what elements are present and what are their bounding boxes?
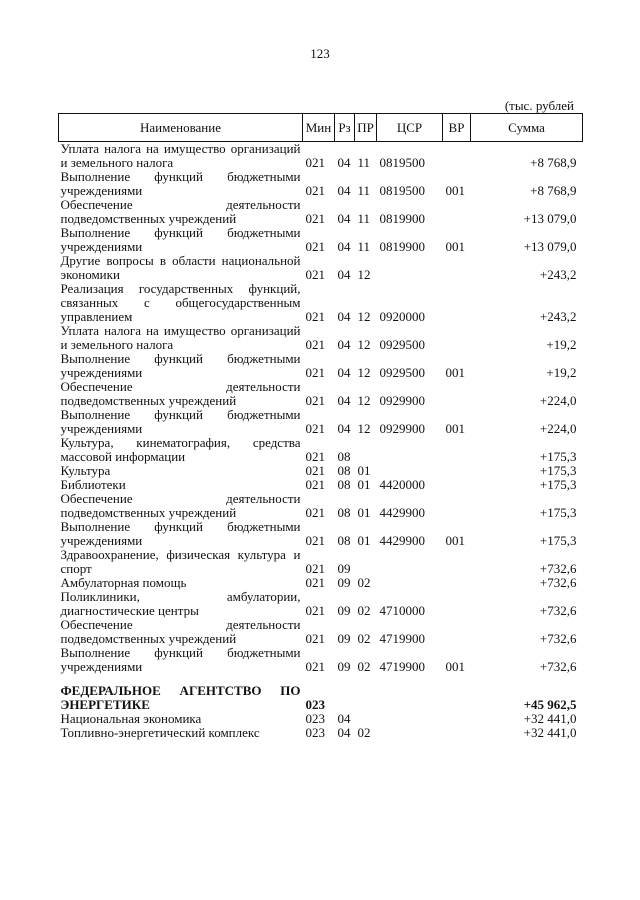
row-vr [443,198,471,226]
row-min: 021 [305,603,325,618]
row-sum: +243,2 [539,309,577,324]
row-name [59,226,303,254]
row-sum: +175,3 [539,449,577,464]
row-vr [443,548,471,576]
row-name-text: Обеспечение деятельности подведомственных учреждений [60,617,301,646]
row-csr [377,726,443,740]
table-row [59,576,583,590]
table-row [59,142,583,171]
table-row [59,548,583,576]
row-vr [443,576,471,590]
row-rz: 09 [337,561,351,576]
row-name [59,684,303,712]
row-name [59,408,303,436]
row-rz: 08 [337,533,351,548]
row-min: 021 [305,449,325,464]
row-csr: 0929900 [379,393,425,408]
row-pr: 11 [357,183,371,198]
page-number: 123 [310,46,330,61]
row-name-text: Культура, кинематография, средства массовой информации [60,435,301,464]
row-sum: +13 079,0 [523,239,577,254]
row-rz: 04 [337,725,351,740]
row-csr: 0819900 [379,211,425,226]
row-rz: 04 [337,183,351,198]
row-min: 021 [305,533,325,548]
row-vr: 001 [445,239,465,254]
row-pr: 12 [357,309,371,324]
table-row [59,436,583,464]
row-min: 021 [305,211,325,226]
row-name-text: Обеспечение деятельности подведомственных учреждений [60,491,301,520]
header-csr: ЦСР [377,114,443,142]
header-pr: ПР [355,114,377,142]
row-sum: +175,3 [539,463,577,478]
row-name [59,324,303,352]
row-pr [355,684,377,712]
table-body [59,142,583,741]
row-rz: 08 [337,477,351,492]
row-csr: 0819900 [379,239,425,254]
row-pr [355,548,377,576]
table-row [59,646,583,674]
row-csr: 4710000 [379,603,425,618]
row-rz: 04 [337,393,351,408]
row-rz [335,684,355,712]
row-name-text: Выполнение функций бюджетными учреждениями [60,169,301,198]
row-csr: 4429900 [379,505,425,520]
row-name [59,198,303,226]
row-rz: 04 [337,365,351,380]
row-name-text: Обеспечение деятельности подведомственных учреждений [60,379,301,408]
row-vr [443,492,471,520]
header-name: Наименование [59,114,303,142]
table-row [59,198,583,226]
row-min: 023 [305,711,325,726]
row-pr: 11 [357,239,371,254]
row-min: 021 [305,393,325,408]
row-rz: 04 [337,309,351,324]
row-sum: +32 441,0 [523,725,577,740]
row-pr: 11 [357,155,371,170]
row-name-text: Выполнение функций бюджетными учреждениями [60,351,301,380]
row-csr: 0819500 [379,183,425,198]
row-sum: +19,2 [546,365,577,380]
row-min: 023 [305,725,325,740]
row-csr: 4429900 [379,533,425,548]
row-pr: 12 [357,393,371,408]
row-sum: +224,0 [539,421,577,436]
row-name [59,436,303,464]
row-name [59,352,303,380]
row-csr: 0920000 [379,309,425,324]
row-name-text: Национальная экономика [60,711,202,726]
row-min: 021 [305,309,325,324]
row-rz: 09 [337,603,351,618]
row-csr: 4420000 [379,477,425,492]
row-pr: 02 [357,659,371,674]
row-sum: +175,3 [539,533,577,548]
row-rz: 09 [337,575,351,590]
row-name-text: Выполнение функций бюджетными учреждениями [60,645,301,674]
units-note: (тыс. рублей [504,98,574,113]
row-vr [443,684,471,712]
row-pr: 12 [357,365,371,380]
row-rz: 04 [337,267,351,282]
row-csr [377,576,443,590]
row-min: 021 [305,183,325,198]
row-name [59,380,303,408]
row-min: 021 [305,155,325,170]
row-pr: 02 [357,575,371,590]
row-vr: 001 [445,183,465,198]
row-vr [443,324,471,352]
row-csr: 0819500 [379,155,425,170]
table-row [59,618,583,646]
row-sum: +732,6 [539,561,577,576]
table-row [59,352,583,380]
row-pr: 12 [357,337,371,352]
row-csr: 0929900 [379,421,425,436]
table-row [59,712,583,726]
row-pr [355,712,377,726]
row-name [59,590,303,618]
row-vr: 001 [445,533,465,548]
row-vr: 001 [445,659,465,674]
row-sum: +732,6 [539,631,577,646]
row-name [59,726,303,740]
row-csr [377,254,443,282]
row-vr [443,712,471,726]
row-sum: +13 079,0 [523,211,577,226]
header-sum: Сумма [471,114,583,142]
table-row [59,590,583,618]
row-csr [377,684,443,712]
row-vr [443,142,471,171]
row-name [59,492,303,520]
row-rz: 04 [337,421,351,436]
row-min: 021 [305,575,325,590]
row-min: 021 [305,477,325,492]
row-sum: +19,2 [546,337,577,352]
row-csr [377,464,443,478]
row-name-text: Здравоохранение, физическая культура и спорт [60,547,301,576]
table-row [59,726,583,740]
table-row [59,282,583,324]
row-csr [377,548,443,576]
table-row [59,464,583,478]
row-pr: 02 [357,725,371,740]
row-sum: +732,6 [539,575,577,590]
row-pr: 12 [357,267,371,282]
row-vr [443,726,471,740]
row-vr [443,380,471,408]
row-rz: 04 [337,711,351,726]
table-row [59,380,583,408]
row-sum: +8 768,9 [530,183,577,198]
row-name [59,142,303,171]
row-rz: 08 [337,463,351,478]
row-name-text: Обеспечение деятельности подведомственных учреждений [60,197,301,226]
row-pr: 01 [357,477,371,492]
row-sum: +243,2 [539,267,577,282]
table-row [59,324,583,352]
row-name-text: Другие вопросы в области национальной экономики [60,253,301,282]
row-min: 021 [305,505,325,520]
row-pr [355,436,377,464]
row-rz: 04 [337,211,351,226]
row-csr [377,436,443,464]
table-row [59,408,583,436]
row-name-text: Библиотеки [60,477,126,492]
row-name [59,576,303,590]
row-pr: 01 [357,463,371,478]
table-row [59,226,583,254]
row-sum: +45 962,5 [523,697,577,712]
row-vr [443,282,471,324]
table-row [59,170,583,198]
row-name [59,646,303,674]
row-name [59,712,303,726]
row-pr: 02 [357,631,371,646]
row-min: 021 [305,463,325,478]
row-name-text: Топливно-энергетический комплекс [60,725,260,740]
table-header [59,114,583,142]
row-min: 021 [305,631,325,646]
row-name [59,254,303,282]
table-row [59,254,583,282]
row-name [59,464,303,478]
row-sum: +732,6 [539,659,577,674]
row-name-text: Культура [60,463,111,478]
row-vr [443,478,471,492]
row-vr [443,464,471,478]
table-row [59,520,583,548]
row-min: 021 [305,239,325,254]
row-pr: 01 [357,505,371,520]
row-sum: +175,3 [539,505,577,520]
row-name-text: Поликлиники, амбулатории, диагностические центры [60,589,301,618]
row-min: 021 [305,659,325,674]
row-sum: +732,6 [539,603,577,618]
row-name-text: Выполнение функций бюджетными учреждениями [60,407,301,436]
row-sum: +224,0 [539,393,577,408]
row-min: 021 [305,365,325,380]
row-vr [443,590,471,618]
budget-table [58,113,583,740]
row-sum: +8 768,9 [530,155,577,170]
row-name-text: Уплата налога на имущество организаций и земельного налога [60,323,301,352]
row-csr: 0929500 [379,337,425,352]
row-name-text: Уплата налога на имущество организаций и земельного налога [60,141,301,170]
row-min: 021 [305,421,325,436]
header-min: Мин [303,114,335,142]
row-min: 021 [305,337,325,352]
row-vr: 001 [445,365,465,380]
row-rz: 09 [337,631,351,646]
row-name [59,520,303,548]
row-name [59,548,303,576]
row-rz: 04 [337,155,351,170]
row-rz: 04 [337,337,351,352]
row-name [59,170,303,198]
table-row [59,478,583,492]
row-name-text: Амбулаторная помощь [60,575,187,590]
row-csr: 0929500 [379,365,425,380]
row-name [59,478,303,492]
row-vr: 001 [445,421,465,436]
row-rz: 08 [337,449,351,464]
row-rz: 09 [337,659,351,674]
row-min: 021 [305,267,325,282]
header-rz: Рз [335,114,355,142]
header-vr: ВР [443,114,471,142]
row-csr: 4719900 [379,659,425,674]
row-name [59,282,303,324]
row-sum: +175,3 [539,477,577,492]
row-name-text: Реализация государственных функций, связанных с общегосударственным управлением [60,281,301,324]
row-name-text: Выполнение функций бюджетными учреждениями [60,225,301,254]
row-vr [443,618,471,646]
row-rz: 08 [337,505,351,520]
row-name-text: ФЕДЕРАЛЬНОЕ АГЕНТСТВО ПО ЭНЕРГЕТИКЕ [60,683,301,712]
row-name-text: Выполнение функций бюджетными учреждениями [60,519,301,548]
row-rz: 04 [337,239,351,254]
table-row [59,684,583,712]
row-sum: +32 441,0 [523,711,577,726]
row-csr [377,712,443,726]
row-pr: 01 [357,533,371,548]
row-csr: 4719900 [379,631,425,646]
row-pr: 11 [357,211,371,226]
table-row [59,492,583,520]
row-min: 023 [305,697,325,712]
row-vr [443,436,471,464]
row-vr [443,254,471,282]
row-pr: 02 [357,603,371,618]
row-min: 021 [305,561,325,576]
row-name [59,618,303,646]
row-pr: 12 [357,421,371,436]
